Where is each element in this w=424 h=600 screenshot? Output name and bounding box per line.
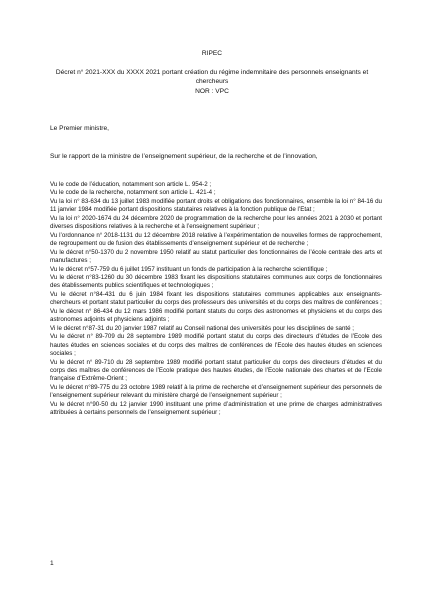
visa-paragraph: Vu le décret n°89-775 du 23 octobre 1989 relatif à la prime de recherche et d’enseignement supérieur des personnels de l’enseignement supérieur relevant du ministère chargé de l’enseignement supérieur ;: [50, 383, 382, 400]
nor-reference: NOR : VPC: [195, 88, 229, 95]
visa-paragraph: Vu la loi n° 83-634 du 13 juillet 1983 modifiée portant droits et obligations des fonctionnaires, ensemble la loi n° 84-16 du 11 janvier 1984 modifiée portant dispositions statutaires relatives à la fonction publique de l’Etat ;: [50, 197, 382, 214]
visa-paragraph: Vu le décret n° 89-710 du 28 septembre 1989 modifié portant statut particulier du corps des directeurs d’études et du corps des maîtres de conférences de l’Ecole pratique des hautes études, de l’Ecole nationale des chartes et de l’Ecole française d’Extrême-Orient ;: [50, 358, 382, 383]
decree-title: Décret n° 2021-XXX du XXXX 2021 portant création du régime indemnitaire des personnels enseignants et chercheurs: [55, 69, 369, 85]
visa-paragraph: Vi le décret n°87-31 du 20 janvier 1987 relatif au Conseil national des universités pour les disciplines de santé ;: [50, 324, 355, 332]
visa-paragraph: Vu la loi n° 2020-1674 du 24 décembre 2020 de programmation de la recherche pour les années 2021 à 2030 et portant diverses dispositions relatives à la recherche et à l’enseignement supérieur ;: [50, 214, 382, 231]
minister-line: Le Premier ministre,: [50, 125, 109, 132]
visa-paragraph: Vu le décret n°90-50 du 12 janvier 1990 instituant une prime d’administration et une prime de charges administratives attribuées à certains personnels de l’enseignement supérieur ;: [50, 400, 382, 417]
report-line: Sur le rapport de la ministre de l’enseignement supérieur, de la recherche et de l’innovation,: [50, 153, 318, 160]
visa-paragraph: Vu le décret n°50-1370 du 2 novembre 1950 relatif au statut particulier des fonctionnaires de l’école centrale des arts et manufactures ;: [50, 248, 382, 265]
visas-list: [50, 181, 382, 418]
page-number: 1: [50, 560, 54, 567]
visa-paragraph: Vu le décret n°57-759 du 6 juillet 1957 instituant un fonds de participation à la recherche scientifique ;: [50, 265, 328, 273]
visa-paragraph: Vu le décret n°84-431 du 6 juin 1984 fixant les dispositions statutaires communes applicables aux enseignants-chercheurs et portant statut particulier du corps des professeurs des universités et du corps des maîtres de conférences ;: [50, 290, 382, 307]
visa-paragraph: Vu le code de l’éducation, notamment son article L. 954-2 ;: [50, 181, 212, 188]
document-header: RIPEC: [201, 50, 223, 57]
visa-paragraph: Vu le décret n° 89-709 du 28 septembre 1989 modifié portant statut du corps des directeurs d’études de l’Ecole des hautes études en sciences sociales et du corps des maîtres de conférences de l’Ecole des hautes études en sciences sociales ;: [50, 333, 382, 358]
visa-paragraph: Vu l’ordonnance n° 2018-1131 du 12 décembre 2018 relative à l’expérimentation de nouvelles formes de rapprochement, de regroupement ou de fusion des établissements d’enseignement supérieur et de recherche ;: [50, 231, 382, 248]
visa-paragraph: Vu le décret n° 86-434 du 12 mars 1986 modifié portant statuts du corps des astronomes et physiciens et du corps des astronomes adjoints et physiciens adjoints ;: [50, 307, 382, 324]
visa-paragraph: Vu le décret n°83-1260 du 30 décembre 1983 fixant les dispositions statutaires communes aux corps de fonctionnaires des établissements publics scientifiques et technologiques ;: [50, 273, 382, 290]
visa-paragraph: Vu le code de la recherche, notamment son article L. 421-4 ;: [50, 189, 216, 197]
